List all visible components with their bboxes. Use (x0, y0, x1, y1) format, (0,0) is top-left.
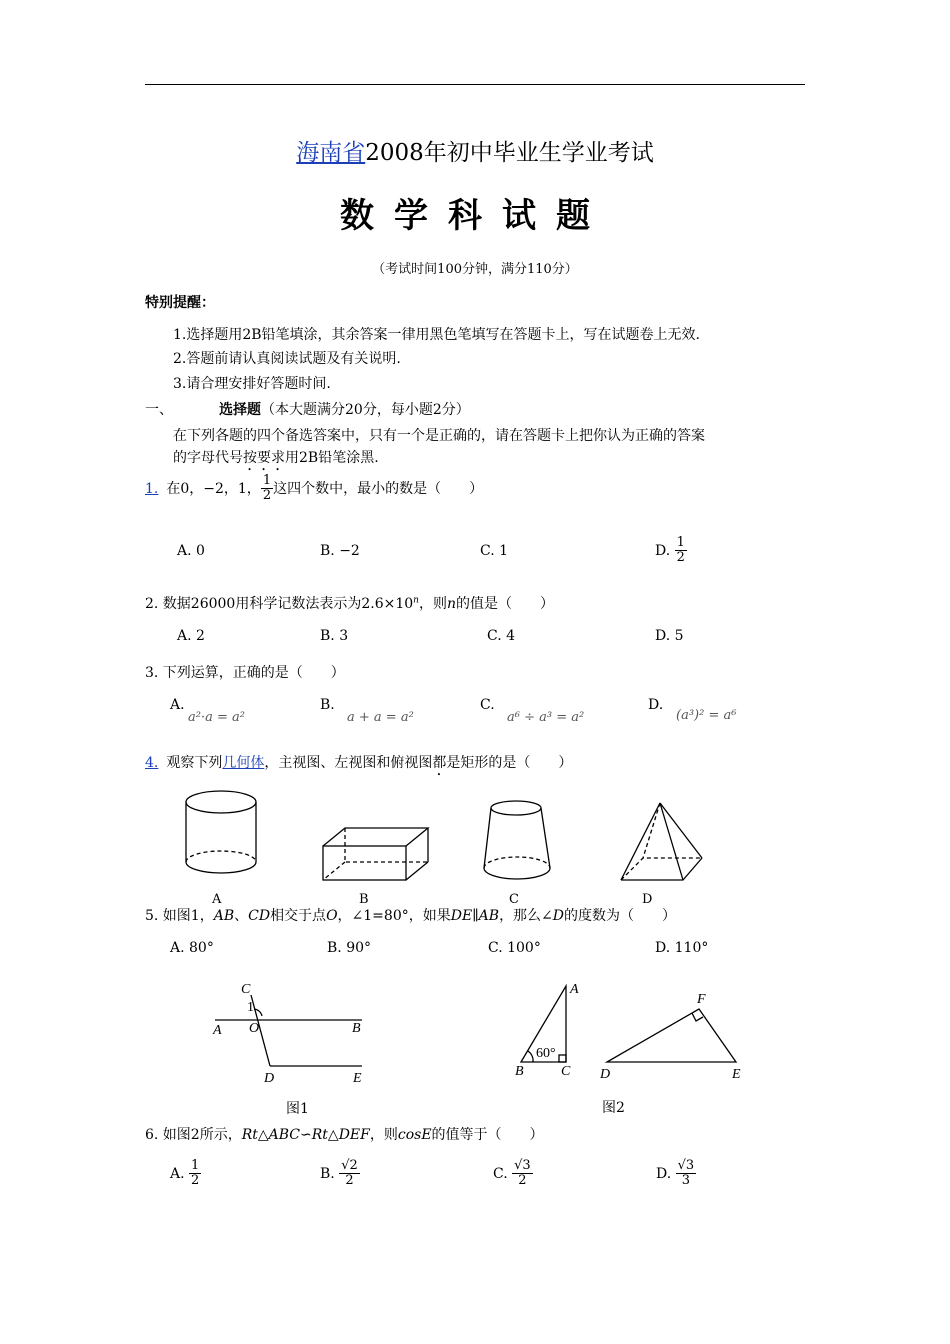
q6-similar: ∽ (300, 1127, 312, 1143)
q6-b-label: B. (320, 1165, 335, 1182)
q6-d-label: D. (656, 1165, 672, 1182)
q6-c-num: √3 (514, 1158, 531, 1173)
q5-o: O (326, 908, 338, 924)
q1-option-c: C. 1 (480, 543, 509, 559)
q5-ab2: AB (478, 908, 500, 924)
q3-formula-d: (a³)² = a⁶ (676, 708, 737, 723)
cylinder-shape (186, 791, 256, 873)
q1-text-end: 这四个数中，最小的数是（ ） (273, 480, 484, 497)
q6-c-den: 2 (512, 1173, 533, 1188)
q6-triangle-1: Rt△ABC (241, 1127, 301, 1143)
q2-option-b: B. 3 (320, 628, 349, 644)
q1-fraction (261, 474, 273, 504)
q6-a-num: 1 (191, 1158, 200, 1173)
section-number: 一、 (145, 402, 173, 418)
q5-cd: CD (248, 908, 271, 924)
q6-cos: cosE (397, 1127, 432, 1143)
q3-formula-c: a⁶ ÷ a³ = a² (507, 710, 585, 725)
section-instruction-1: 在下列各题的四个备选答案中，只有一个是正确的，请在答题卡上把你认为正确的答案 (173, 428, 705, 444)
notice-heading: 特别提醒： (145, 295, 215, 311)
header-rule (145, 84, 805, 85)
q1-option-b: B. −2 (320, 543, 360, 559)
q3-label-d: D. (648, 697, 664, 713)
fig1-label-c: C (241, 982, 251, 997)
q4-text: 观察下列 (166, 755, 223, 771)
question-5 (145, 905, 676, 925)
q6-triangle-2: Rt△DEF (311, 1127, 370, 1143)
q6-d-num: √3 (677, 1158, 695, 1173)
question-2 (145, 593, 554, 613)
q6-a-frac (189, 1159, 201, 1189)
q3-formula-a: a²·a = a² (188, 710, 245, 725)
q2-variable: n (446, 596, 456, 612)
q2-text-mid: ，则 (418, 596, 447, 612)
q5-option-c: C. 100° (488, 940, 541, 956)
subject-title: 数学科试题 (340, 196, 610, 236)
fig2-label-d: D (600, 1067, 611, 1082)
exam-title-rest: 2008年初中毕业生学业考试 (365, 140, 654, 166)
notice-item-1: 1.选择题用2B铅笔填涂，其余答案一律用黑色笔填写在答题卡上，写在试题卷上无效. (173, 327, 701, 343)
fig1-label-a: A (213, 1023, 222, 1038)
q1-frac-num: 1 (262, 473, 272, 488)
q5-d: D (552, 908, 565, 924)
exam-info: （考试时间100分钟，满分110分） (372, 262, 578, 277)
q6-option-d (656, 1159, 696, 1189)
fig1-label-e: E (353, 1071, 362, 1086)
fig2-label-c: C (561, 1064, 571, 1079)
pyramid-shape (621, 803, 702, 880)
fig2-label-angle: 60° (536, 1046, 556, 1061)
solid-label-b: B (359, 892, 369, 907)
q1-d-num: 1 (676, 535, 685, 550)
q5-option-b: B. 90° (327, 940, 372, 956)
q2-option-a: A. 2 (177, 628, 205, 644)
fig1-label-b: B (352, 1021, 361, 1036)
fig1-label-1: 1 (247, 1000, 254, 1015)
q1-option-d (655, 536, 687, 566)
figure-1-lines (215, 995, 362, 1066)
exam-title (0, 134, 950, 167)
q6-text-mid: ，则 (369, 1127, 398, 1143)
q5-de: DE (450, 908, 473, 924)
q4-text-mid: ，主视图、左视图和俯视图 (264, 755, 433, 771)
q6-b-num: √2 (341, 1158, 358, 1173)
q1-option-d-frac (675, 536, 687, 566)
solid-label-a: A (212, 892, 222, 907)
q6-c-label: C. (493, 1165, 508, 1182)
q6-option-b (320, 1159, 360, 1189)
q5-ab: AB (213, 908, 235, 924)
q5-text-4: ，那么∠ (499, 908, 553, 924)
q2-option-c: C. 4 (487, 628, 516, 644)
figure-2-caption: 图2 (602, 1100, 625, 1116)
q5-text-end: 的度数为（ ） (564, 908, 677, 924)
q6-b-frac (339, 1159, 360, 1189)
section-name: 选择题 (219, 402, 261, 418)
q2-exponent: n (413, 595, 419, 606)
q5-option-d: D. 110° (655, 940, 709, 956)
q5-text: 5. 如图1， (145, 908, 214, 924)
q6-b-den: 2 (339, 1173, 360, 1188)
q4-number-link[interactable]: 4. (145, 755, 159, 771)
fig1-label-d: D (264, 1071, 275, 1086)
q6-c-frac (512, 1159, 533, 1189)
figure-2-triangle-def (607, 1009, 736, 1062)
q6-a-label: A. (170, 1165, 185, 1182)
q3-formula-b: a + a = a² (347, 710, 414, 725)
q2-text-end: 的值是（ ） (455, 596, 554, 612)
q6-option-c (493, 1159, 533, 1189)
box-shape (323, 828, 428, 880)
q5-parallel: ∥ (472, 908, 479, 924)
frustum-shape (484, 801, 550, 879)
q6-d-frac (676, 1159, 697, 1189)
q1-option-a: A. 0 (177, 543, 205, 559)
q3-label-c: C. (480, 697, 495, 713)
instr-emphasis: 按要求 (243, 450, 285, 466)
q1-option-d-label: D. (655, 542, 671, 559)
section-desc: （本大题满分20分，每小题2分） (261, 402, 470, 418)
section-instruction-2 (173, 447, 379, 474)
q6-text-end: 的值等于（ ） (431, 1127, 544, 1143)
region-link[interactable]: 海南省 (296, 140, 366, 166)
figure-2-triangle-abc (521, 986, 566, 1062)
figure-1-caption: 图1 (286, 1101, 309, 1117)
question-6 (145, 1124, 544, 1144)
notice-item-3: 3.请合理安排好答题时间. (173, 376, 331, 392)
notice-item-2: 2.答题前请认真阅读试题及有关说明. (173, 351, 401, 367)
q2-text: 2. 数据26000用科学记数法表示为2.6×10 (145, 596, 414, 612)
question-1 (145, 474, 483, 504)
fig2-label-f: F (697, 992, 706, 1007)
q5-option-a: A. 80° (170, 940, 214, 956)
q1-number-link[interactable]: 1. (145, 480, 159, 497)
q1-text: 在0，−2，1， (166, 480, 261, 497)
q3-label-a: A. (170, 697, 185, 713)
solid-label-c: C (509, 892, 519, 907)
q1-d-den: 2 (676, 550, 685, 566)
q2-option-d: D. 5 (655, 628, 684, 644)
fig2-label-a: A (570, 982, 579, 997)
fig2-label-b: B (515, 1064, 524, 1079)
fig1-label-o: O (249, 1021, 260, 1036)
q6-a-den: 2 (191, 1173, 200, 1189)
instr-text: 的字母代号 (173, 450, 243, 466)
section-heading (145, 399, 470, 419)
question-3: 3. 下列运算，正确的是（ ） (145, 665, 345, 681)
q6-text: 6. 如图2所示， (145, 1127, 242, 1143)
q5-text-3: ，∠1=80°，如果 (337, 908, 451, 924)
q3-label-b: B. (320, 697, 335, 713)
q6-option-a (170, 1159, 201, 1189)
q5-sep: 、 (234, 908, 249, 924)
q4-text-end: 是矩形的是（ ） (446, 755, 573, 771)
solid-label-d: D (642, 892, 653, 907)
instr-text-end: 用2B铅笔涂黑. (285, 450, 379, 466)
geometry-link[interactable]: 几何体 (222, 755, 265, 771)
q1-frac-den: 2 (262, 488, 272, 504)
q6-d-den: 3 (676, 1173, 697, 1188)
q4-emphasis: 都 (432, 755, 447, 771)
fig2-label-e: E (732, 1067, 741, 1082)
question-4 (145, 752, 572, 779)
q5-text-2: 相交于点 (270, 908, 327, 924)
